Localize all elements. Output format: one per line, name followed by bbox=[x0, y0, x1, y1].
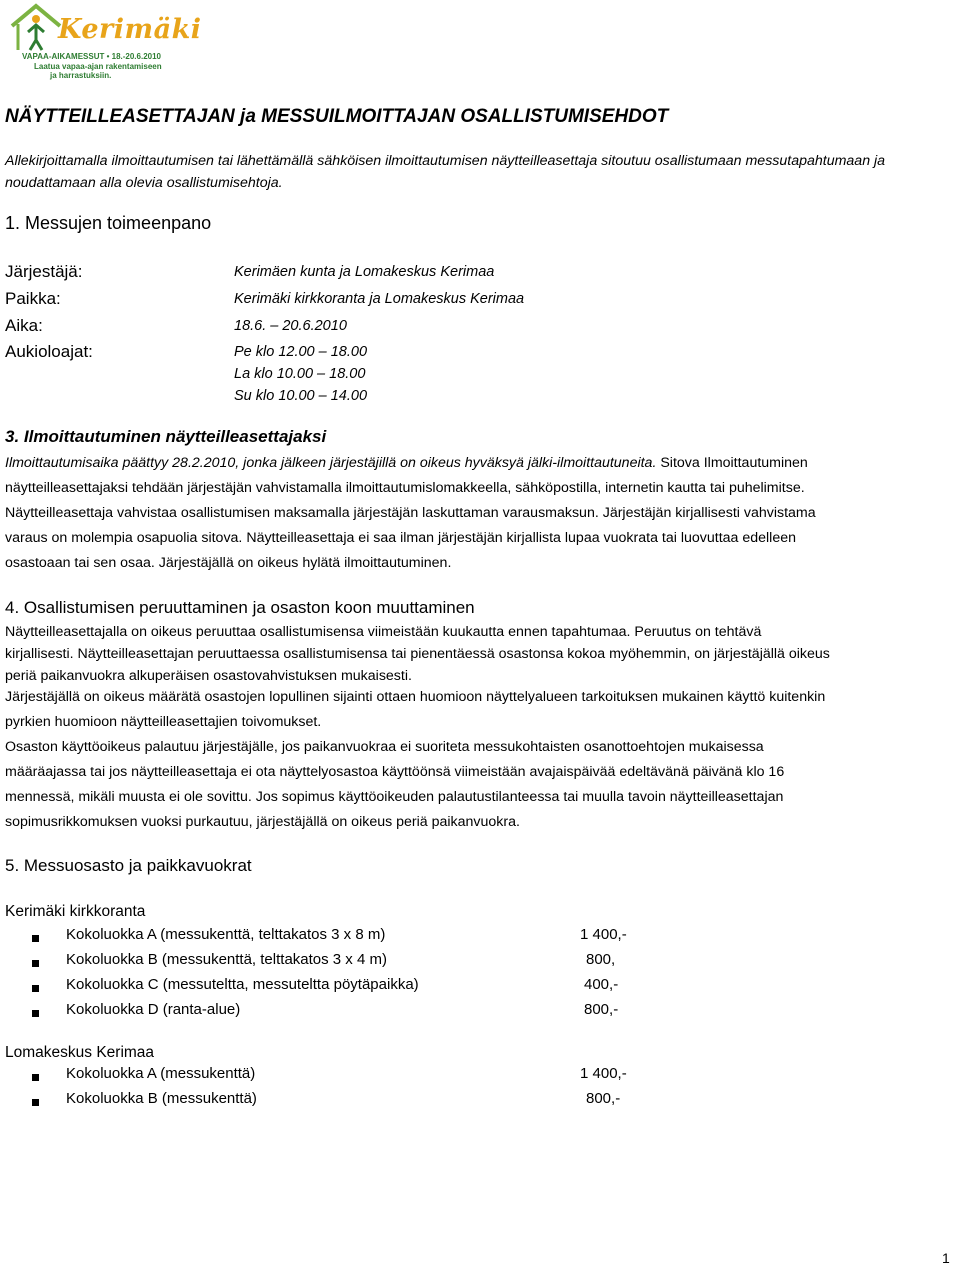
item-name: Kokoluokka A (messukenttä) bbox=[66, 1065, 256, 1082]
time-value: 18.6. – 20.6.2010 bbox=[234, 318, 347, 334]
section4-paragraph3 bbox=[5, 735, 955, 835]
bullet-square-icon bbox=[32, 985, 39, 992]
section4-paragraph1 bbox=[5, 621, 955, 687]
section3-line1-cont: Sitova Ilmoittautuminen bbox=[656, 455, 808, 471]
item-price: 800,- bbox=[584, 1001, 619, 1018]
item-price: 400,- bbox=[584, 976, 619, 993]
item-price: 800,- bbox=[586, 1090, 621, 1107]
logo-subtitle-1: Laatua vapaa-ajan rakentamiseen bbox=[34, 62, 162, 71]
logo-subtitle-2: ja harrastuksiin. bbox=[50, 71, 112, 80]
bullet-square-icon bbox=[32, 935, 39, 942]
section4-p1-line3: periä paikanvuokra alkuperäisen osastovahvistuksen mukaisesti. bbox=[5, 668, 412, 684]
bullet-square-icon bbox=[32, 1074, 39, 1081]
price-list-item bbox=[32, 951, 616, 971]
price-list-item bbox=[32, 926, 627, 946]
item-name: Kokoluokka B (messukenttä, telttakatos 3 x 4 m) bbox=[66, 951, 387, 968]
place-value: Kerimäki kirkkoranta ja Lomakeskus Kerimaa bbox=[234, 291, 525, 307]
item-name: Kokoluokka D (ranta-alue) bbox=[66, 1001, 241, 1018]
page-number: 1 bbox=[942, 1250, 950, 1266]
section4-p1-line2: kirjallisesti. Näytteilleasettajan peruuttaessa osallistumisensa tai pienentäessä osastonsa kokoa myöhemmin, on järjestäjällä oikeus bbox=[5, 646, 830, 662]
section3-line1-italic: Ilmoittautumisaika päättyy 28.2.2010, jonka jälkeen järjestäjillä on oikeus hyväksyä jälki-ilmoittautuneita. bbox=[5, 455, 657, 471]
section3-line3: Näytteilleasettaja vahvistaa osallistumisen maksamalla järjestäjän laskuttaman varausmaksun. Järjestäjän kirjallisesti vahvistama bbox=[5, 505, 816, 521]
item-name: Kokoluokka B (messukenttä) bbox=[66, 1090, 257, 1107]
item-name: Kokoluokka C (messuteltta, messuteltta pöytäpaikka) bbox=[66, 976, 419, 993]
bullet-square-icon bbox=[32, 1010, 39, 1017]
hours-label: Aukioloajat: bbox=[5, 342, 93, 361]
section3-heading: 3. Ilmoittautuminen näytteilleasettajaksi bbox=[5, 427, 327, 446]
item-price: 1 400,- bbox=[580, 1065, 627, 1082]
section3-line4: varaus on molempia osapuolia sitova. Näytteilleasettaja ei saa ilman järjestäjän kirjallista lupaa vuokrata tai luovuttaa edelleen bbox=[5, 530, 797, 546]
price-list-item bbox=[32, 1090, 621, 1110]
section4-p2-line2: pyrkien huomioon näytteilleasettajien toivomukset. bbox=[5, 714, 322, 730]
place-label: Paikka: bbox=[5, 289, 61, 308]
group1-title: Kerimäki kirkkoranta bbox=[5, 903, 146, 920]
item-price: 800, bbox=[586, 951, 616, 968]
section4-p2-line1: Järjestäjällä on oikeus määrätä osastojen lopullinen sijainti ottaen huomioon näyttelyalueen tarkoituksen mukainen käyttö kuitenkin bbox=[5, 689, 826, 705]
bullet-square-icon bbox=[32, 960, 39, 967]
section5-heading: 5. Messuosasto ja paikkavuokrat bbox=[5, 856, 252, 875]
price-list-item bbox=[32, 1065, 627, 1085]
organizer-label: Järjestäjä: bbox=[5, 262, 83, 281]
item-price: 1 400,- bbox=[580, 926, 627, 943]
page-title: NÄYTTEILLEASETTAJAN ja MESSUILMOITTAJAN OSALLISTUMISEHDOT bbox=[5, 106, 669, 127]
organizer-value: Kerimäen kunta ja Lomakeskus Kerimaa bbox=[234, 264, 495, 280]
section4-p3-line4: sopimusrikkomuksen vuoksi purkautuu, järjestäjällä on oikeus periä paikanvuokra. bbox=[5, 814, 520, 830]
price-list-item bbox=[32, 976, 619, 996]
section4-p3-line1: Osaston käyttöoikeus palautuu järjestäjälle, jos paikanvuokraa ei suoriteta messukohtaisten osanottoehtojen mukaisessa bbox=[5, 739, 764, 755]
time-label: Aika: bbox=[5, 316, 43, 335]
section1-heading: 1. Messujen toimeenpano bbox=[5, 213, 212, 233]
section3-line1 bbox=[5, 451, 955, 476]
item-name: Kokoluokka A (messukenttä, telttakatos 3 x 8 m) bbox=[66, 926, 386, 943]
section4-p1-line1: Näytteilleasettajalla on oikeus peruuttaa osallistumisensa viimeistään kuukautta ennen tapahtumaa. Peruutus on tehtävä bbox=[5, 624, 762, 640]
group2-title: Lomakeskus Kerimaa bbox=[5, 1044, 155, 1061]
section3-line5: osastoaan tai sen osaa. Järjestäjällä on oikeus hylätä ilmoittautuminen. bbox=[5, 555, 452, 571]
section4-heading: 4. Osallistumisen peruuttaminen ja osaston koon muuttaminen bbox=[5, 598, 475, 617]
logo-brand: Kerimäki bbox=[58, 14, 202, 45]
section3-paragraph bbox=[5, 451, 955, 576]
hours-friday: Pe klo 12.00 – 18.00 bbox=[234, 344, 368, 360]
section4-p3-line3: mennessä, mikäli muusta ei ole sovittu. Jos sopimus käyttöoikeuden palautustilanteessa tai muulla tavoin näytteilleasettajan bbox=[5, 789, 784, 805]
section4-paragraph2 bbox=[5, 685, 955, 735]
bullet-square-icon bbox=[32, 1099, 39, 1106]
hours-sunday: Su klo 10.00 – 14.00 bbox=[234, 388, 368, 404]
section3-line2: näytteilleasettajaksi tehdään järjestäjän vahvistamalla ilmoittautumislomakkeella, sähköpostilla, internetin kautta tai puhelimitse. bbox=[5, 480, 805, 496]
section4-p3-line2: määräajassa tai jos näytteilleasettaja ei ota näyttelyosastoa käyttöönsä viimeistään avajaispäivää edeltävänä päivänä klo 16 bbox=[5, 764, 785, 780]
logo-tagline: VAPAA-AIKAMESSUT • 18.-20.6.2010 bbox=[22, 52, 161, 61]
intro-text: Allekirjoittamalla ilmoittautumisen tai lähettämällä sähköisen ilmoittautumisen näytteilleasettaja sitoutuu osallistumaan messutapahtumaan ja noudattamaan alla olevia osallistumisehtoja. bbox=[5, 153, 886, 191]
hours-saturday: La klo 10.00 – 18.00 bbox=[234, 366, 366, 382]
price-list-item bbox=[32, 1001, 619, 1021]
